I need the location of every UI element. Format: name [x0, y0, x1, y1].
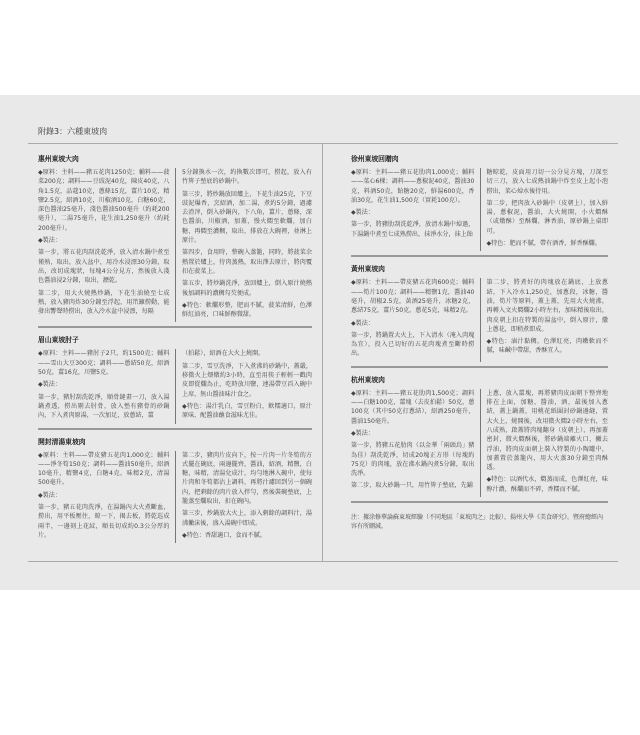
column-left — [351, 168, 474, 251]
left-page — [28, 144, 323, 561]
recipe-paragraph: ◆原料：主料——豬五花肋肉1,500克；調料——白糖100克，薑塊（去皮拍鬆）50克，蔥100克（其中50克打蔥結），紹酒250毫升，醬油150毫升。 — [351, 389, 475, 425]
recipe-title: 杭州東坡肉 — [351, 375, 385, 384]
column-right — [480, 278, 609, 361]
recipe-paragraph: ◆製法： — [351, 319, 374, 327]
section-divider — [351, 255, 608, 257]
recipe-paragraph: 第二步，將煮好的肉塊放在鍋底，上放蔥結，下入冷水1,250克，加蔥段，冰糖，醬油，筍片等原料，蓋上蓋，先用大火燒沸，再轉入文火燜爛2小時左右，加味精後取出，肉皮朝上扣在特製的湯盆中，倒入原汁，撒上蔥花，即稍煮即成。 — [486, 279, 608, 333]
section-divider — [351, 501, 608, 503]
recipe-paragraph: 第一步，將鍋置大火上，下入清水（淹入肉塊為宜），投入已切好的五花肉塊煮至斷時撈出。 — [351, 331, 475, 358]
column-right — [175, 451, 312, 544]
recipe-paragraph: ◆製法： — [351, 429, 374, 437]
recipe-paragraph: 第一步，豬肘刮洗乾淨，順骨縫畫一刀，放入湯鍋煮透，撈出剔去肘骨，放入墊有豬骨的砂鍋內，下入煮肉原湯，一次加足，放蔥結，薑 — [38, 393, 170, 420]
recipe-paragraph: 第四步，食用時，整碗入蒸籠，同時，將菠菜余熱置於爐上，待肉蒸熱，取出潷去原汁，將肉覆扣在菠菜上。 — [182, 249, 312, 275]
column-right — [480, 168, 609, 251]
recipe-paragraph: 第一步，將豬五花肋肉（以金華「兩頭烏」豬為佳）刮洗乾淨，切成20塊正方形（每塊約75克）的肉塊，放在沸水鍋內煮5分鐘，取出洗淨。 — [351, 442, 475, 478]
column-left — [38, 168, 170, 322]
section-divider — [38, 428, 312, 430]
recipe-paragraph: 第二步，雪豆洗淨，下入煮沸的砂鍋中，蓋嚴，移微火上煨燉約3小時，直至用筷子輕輕一戳肉皮即從爛為止，吃時放川鹽，連湯帶豆舀入碗中上席，無山醬油味汁食之。 — [182, 362, 312, 398]
recipe-paragraph: ◆原料：主料——豬五花肉1250克；輔料——菠菜200克；調料——豆豉泥40克，陳皮40克，八角1.5克，品蔻10克，蔥條15克，薑片10克，精鹽2.5克，紹酒10克，川椒酒10克，白糖60克，深色醬油25毫升，淺色醬油500毫升（約耗200毫升），二湯75毫升，花生油1,250毫升（約耗200毫升）。 — [38, 169, 170, 232]
recipe-paragraph: 第二步，豬肉片皮向下，按一片肉一片冬筍的方式擺在碗底，兩邊擺齊，醬油，紹酒，精鹽，白糖，味精，清湯兌成汁，均勻地淋入碗中，使每片肉和冬筍都沾上調料，再將汁濾回到另一個碗內，把剩餘的肉片放入拌勻，然後裝碗墊底，上籠蒸至爛取出，扣在碗內。 — [182, 451, 312, 506]
column-left — [351, 389, 474, 497]
recipe-paragraph: ◆原料：主料——帶皮豬五花肉600克；輔料——筍片100克；調料——精鹽1克，醬油40毫升，胡椒2.5克，黃酒25毫升，冰糖2克，蔥結75克，薑片50克，蔥花5克，味精2克。 — [351, 279, 475, 315]
column-right — [480, 389, 609, 497]
recipe-section — [38, 436, 312, 544]
recipe-section — [38, 153, 312, 328]
recipe-title: 徐州東坡回贈肉 — [351, 155, 399, 163]
recipe-paragraph: 第三步，炒鍋放大火上，添入剩餘的調料汁，湯沸撇沫後，盛入湯碗中即成。 — [182, 510, 312, 527]
recipe-paragraph: 第二步，把肉放入砂鍋中（皮朝上），加入鮮湯，蔥椒泥，醬油，大火燒開，小火燜酥（或燉酥）至酥爛，淋香油，原砂鍋上桌即可。 — [486, 199, 608, 235]
recipe-paragraph: ◆原料：主料——帶皮豬五花肉1,000克；輔料——淨冬筍150克；調料——醬油50毫升，紹酒10毫升，精鹽4克，白糖4克，味精2克，清湯500毫升。 — [38, 451, 170, 487]
recipe-paragraph: ◆製法： — [38, 491, 61, 499]
recipe-paragraph: ◆特色：肥而不膩，帶有酒香，鮮香酥爛。 — [486, 240, 601, 248]
column-right — [175, 349, 312, 423]
recipe-paragraph: 第一步，豬五花肉洗淨，在湯鍋內大火煮斷血，撈出，用平板壓住，晾一下，揭去板，將乾巡成兩半，一邊刻上花紋，順長切成約0.3公分厚的片。 — [38, 504, 170, 539]
recipe-title: 眉山東坡肘子 — [38, 336, 79, 345]
recipe-paragraph: （拍鬆），紹酒在大火上燒開。 — [182, 350, 265, 358]
recipe-paragraph: 第一步，將豬肋刮洗乾淨，放清水鍋中焯過，下湯鍋中煮至七成熟撈出，抹淨水分，抹上飴 — [351, 221, 475, 238]
recipe-paragraph: 第二步，用大火燒熱炒鍋，下花生油燒至七成熱，放入豬肉炸30分鐘至浮起，用笊籬撈動，能發出響聲時撈出，放入冷水盆中浸漂，每隔 — [38, 289, 170, 316]
recipe-paragraph: 5分鐘換水一次，約換數次即可，撈起，放入有竹箅子墊底的砂鍋中。 — [182, 169, 312, 186]
recipe-paragraph: 第五步，將炒鍋洗淨，放回爐上，倒入原汁燒熱後加調料的濃稠勾芡便成。 — [182, 280, 312, 297]
recipe-title: 惠州東坡大肉 — [38, 155, 79, 163]
recipe-paragraph: ◆製法： — [38, 381, 61, 389]
recipe-paragraph: ◆製法： — [38, 237, 61, 245]
column-left — [38, 349, 170, 423]
book-spread — [0, 95, 640, 590]
recipe-paragraph: ◆原料：主料——豬五花肋肉1,000克；輔料——菜心6棵；調料——蔥椒泥40克，醬油30克，料酒50克，飴糖20克，鮮湯600克，香油30克，花生油1,500克（實耗100克）。 — [351, 169, 475, 204]
recipe-section — [351, 263, 608, 367]
recipe-paragraph: ◆特色：香甜適口，食而不膩。 — [182, 531, 266, 539]
recipe-paragraph: ◆特色：湯汁乳白，雪豆粉白，軟糯適口，原汁原味，配醬油蘸食滋味尤佳。 — [182, 402, 312, 420]
section-divider — [38, 326, 312, 328]
page-title: 附錄3：六種東坡肉 — [38, 127, 108, 136]
recipe-paragraph: ◆特色：滷汁黏稠，色澤紅亮，肉嫩軟而不膩，味鹹中帶甜，香酥宜人。 — [486, 338, 608, 355]
recipe-title: 開封清湯東坡肉 — [38, 437, 86, 446]
recipe-paragraph: 糖晾乾，皮面用刀切一公分見方塊，刀深至切三刀，放入七成熱油鍋中炸至皮上起小泡撈出，菜心焯水後待用。 — [486, 169, 608, 195]
column-left — [38, 451, 170, 544]
column-right — [175, 168, 312, 322]
recipe-paragraph: ◆原料：主料——豬肘子2只，約1500克；輔料——雪山大豆300克；調料——蔥結50克，紹酒50克，薑16克，川鹽5克。 — [38, 350, 170, 377]
section-divider — [351, 366, 608, 368]
recipe-paragraph: 第一步，將五花肉刮洗乾淨，放入清水鍋中煮至僅熟，取出，放入盆中，用冷水浸漂30分鐘，取出，改切成塊狀，每塊4公分見方，然後放入淺色醬油浸2分鐘，取出，瀝乾。 — [38, 249, 170, 285]
spread-frame — [28, 143, 618, 562]
footnote: 注：據涂修華論蘇東坡經驗（不同地區「東坡肉之」比較），揚州大學《美食研究》，暨府總經內容有所刪減。 — [351, 514, 604, 531]
recipe-paragraph: 第三步，將炒鍋放回爐上，下花生油25克，下豆豉泥爆香，烹紹酒，加二湯，煮約5分鐘，過濾去渣滓，倒入砂鍋內，下八角，薑片，蔥條，深色醬油，川椒酒，加蓋，慢火燜至軟爛，加白糖，再燜至濃稠，取出，排放在大碗裡，並淋上原汁。 — [182, 190, 312, 245]
column-left — [351, 278, 474, 361]
recipe-paragraph: 上蔥，放入薑塊，再將豬肉皮面朝下整齊地排在上面，加糖，醬油，酒，最後加入蔥結，蓋上鍋蓋，用桃花紙圍封砂鍋邊縫，置大火上，燒開後，改用微火燜2小時左右，至八成熟，啟蓋將肉塊翻身（皮朝上），再加蓋密封，微火燜酥後，將砂鍋端離火口，撇去浮油，將肉皮面朝上裝入特製的小陶罐中，加蓋置於蒸籠內，用大火蒸30分鐘至肉酥透。 — [486, 389, 608, 472]
recipe-paragraph: ◆特色：以酒代水，燜蒸而成，色澤紅亮，味醇汁濃，酥爛而不碎，香糯而不膩。 — [486, 476, 608, 493]
recipe-section — [351, 374, 608, 503]
recipe-paragraph: ◆特色：軟爛形整，肥而不膩，菠菜清鮮，色澤鮮紅油亮，口味鮮醇微甜。 — [182, 301, 312, 319]
recipe-paragraph: 第二步，取大砂鍋一只，用竹箅子墊底，先鋪 — [351, 482, 473, 490]
recipe-section — [38, 334, 312, 429]
right-page — [323, 144, 618, 561]
recipe-section — [351, 153, 608, 257]
recipe-paragraph: ◆製法： — [351, 209, 374, 217]
recipe-title: 黃州東坡肉 — [351, 265, 385, 274]
